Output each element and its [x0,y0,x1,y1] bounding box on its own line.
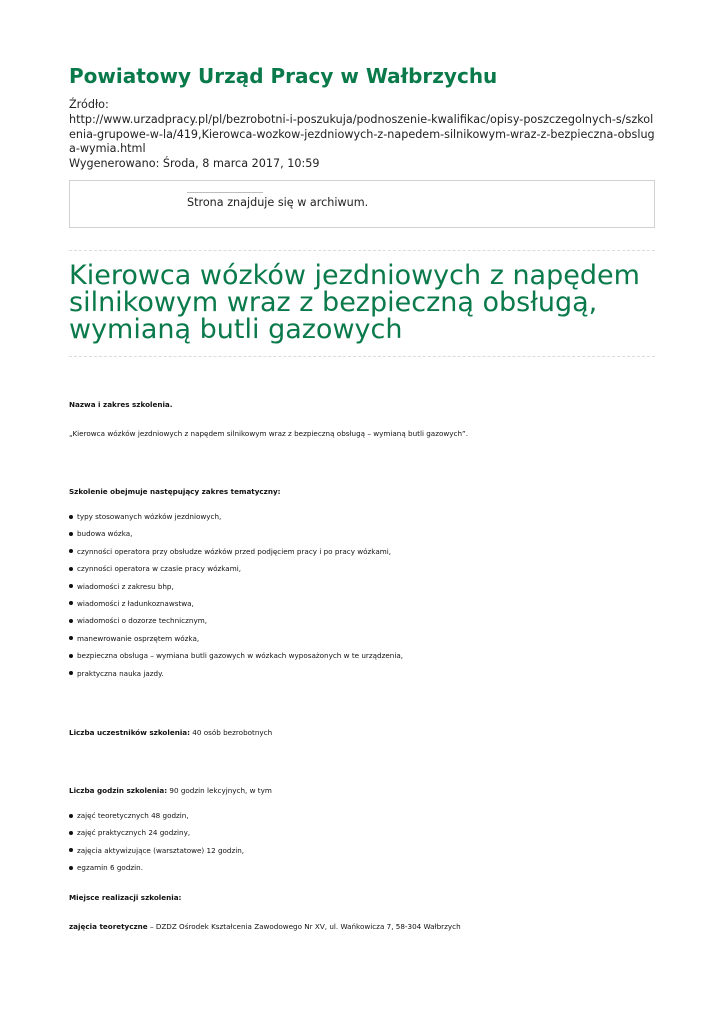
list-item-text: typy stosowanych wózków jezdniowych, [77,512,222,521]
list-item-text: wiadomości z zakresu bhp, [77,581,174,591]
list-item-text: zajęcia aktywizujące (warsztatowe) 12 godzin, [77,845,245,855]
bullet-icon [69,848,73,852]
list-item-text: zajęć praktycznych 24 godziny, [77,828,191,838]
hours-label: Liczba godzin szkolenia: [69,786,168,795]
bullet-icon [69,636,73,640]
scope-heading: Szkolenie obejmuje następujący zakres tematyczny: [69,487,281,496]
participants-label: Liczba uczestników szkolenia: [69,728,191,737]
list-item-text: manewrowanie osprzętem wózka, [77,633,200,643]
bullet-icon [69,549,73,553]
list-item [69,512,403,529]
list-item [69,651,403,668]
organization-title: Powiatowy Urząd Pracy w Wałbrzychu [69,64,498,88]
bullet-icon [69,567,73,571]
bullet-icon [69,831,73,835]
list-item [69,547,403,564]
training-name-text: „Kierowca wózków jezdniowych z napędem silnikowym wraz z bezpieczną obsługą – wymianą butli gazowych”. [69,429,469,438]
list-item [69,863,244,880]
list-item [69,564,403,581]
list-item [69,529,403,546]
source-url[interactable]: http://www.urzadpracy.pl/pl/bezrobotni-i-poszukuja/podnoszenie-kwalifikac/opisy-poszczegolnych-s/szkolenia-grupowe-w-la/419,Kierowca-wozkow-jezdniowych-z-napedem-silnikowym-wraz-z-bezpieczna-obsluga-wymia.html [69,112,655,156]
generated-date: Wygenerowano: Środa, 8 marca 2017, 10:59 [69,157,320,171]
bullet-icon [69,671,73,675]
list-item [69,582,403,599]
archive-divider [187,192,263,193]
bullet-icon [69,532,73,536]
list-item [69,811,244,828]
theory-location: – DZDZ Ośrodek Kształcenia Zawodowego Nr XV, ul. Wańkowicza 7, 58-304 Wałbrzych [147,922,461,931]
list-item [69,669,403,686]
theory-label: zajęcia teoretyczne [69,922,148,931]
list-item [69,828,244,845]
source-block [69,98,659,172]
article-title: Kierowca wózków jezdniowych z napędem silnikowym wraz z bezpieczną obsługą, wymianą butli gazowych [69,260,640,345]
list-item-text: czynności operatora w czasie pracy wózkami, [77,564,241,574]
list-item-text: egzamin 6 godzin. [77,863,143,873]
list-item [69,846,244,863]
list-item [69,599,403,616]
bullet-icon [69,654,73,658]
list-item-text: praktyczna nauka jazdy. [77,668,164,678]
title-divider-bottom [69,356,655,357]
bullet-icon [69,619,73,623]
list-item-text: zajęć teoretycznych 48 godzin, [77,811,189,820]
archive-notice-text: Strona znajduje się w archiwum. [187,196,369,209]
list-item-text: czynności operatora przy obsłudze wózków przed podjęciem pracy i po pracy wózkami, [77,546,392,556]
participants-value: 40 osób bezrobotnych [190,728,273,737]
bullet-icon [69,866,73,870]
hours-list [69,811,244,881]
list-item-text: wiadomości o dozorze technicznym, [77,616,207,626]
hours-line [69,786,272,795]
list-item-text: wiadomości z ładunkoznawstwa, [77,598,194,608]
title-divider-top [69,250,655,251]
theory-location-line [69,922,461,931]
list-item [69,634,403,651]
place-heading: Miejsce realizacji szkolenia: [69,893,182,902]
list-item-text: budowa wózka, [77,529,133,539]
hours-value: 90 godzin lekcyjnych, w tym [167,786,272,795]
participants-line [69,728,272,737]
list-item [69,616,403,633]
bullet-icon [69,601,73,605]
bullet-icon [69,814,73,818]
bullet-icon [69,515,73,519]
archive-notice-box [69,180,655,228]
scope-list [69,512,403,686]
list-item-text: bezpieczna obsługa – wymiana butli gazowych w wózkach wyposażonych w te urządzenia, [77,651,404,661]
training-name-heading: Nazwa i zakres szkolenia. [69,400,173,409]
bullet-icon [69,584,73,588]
source-label: Źródło: [69,98,109,111]
